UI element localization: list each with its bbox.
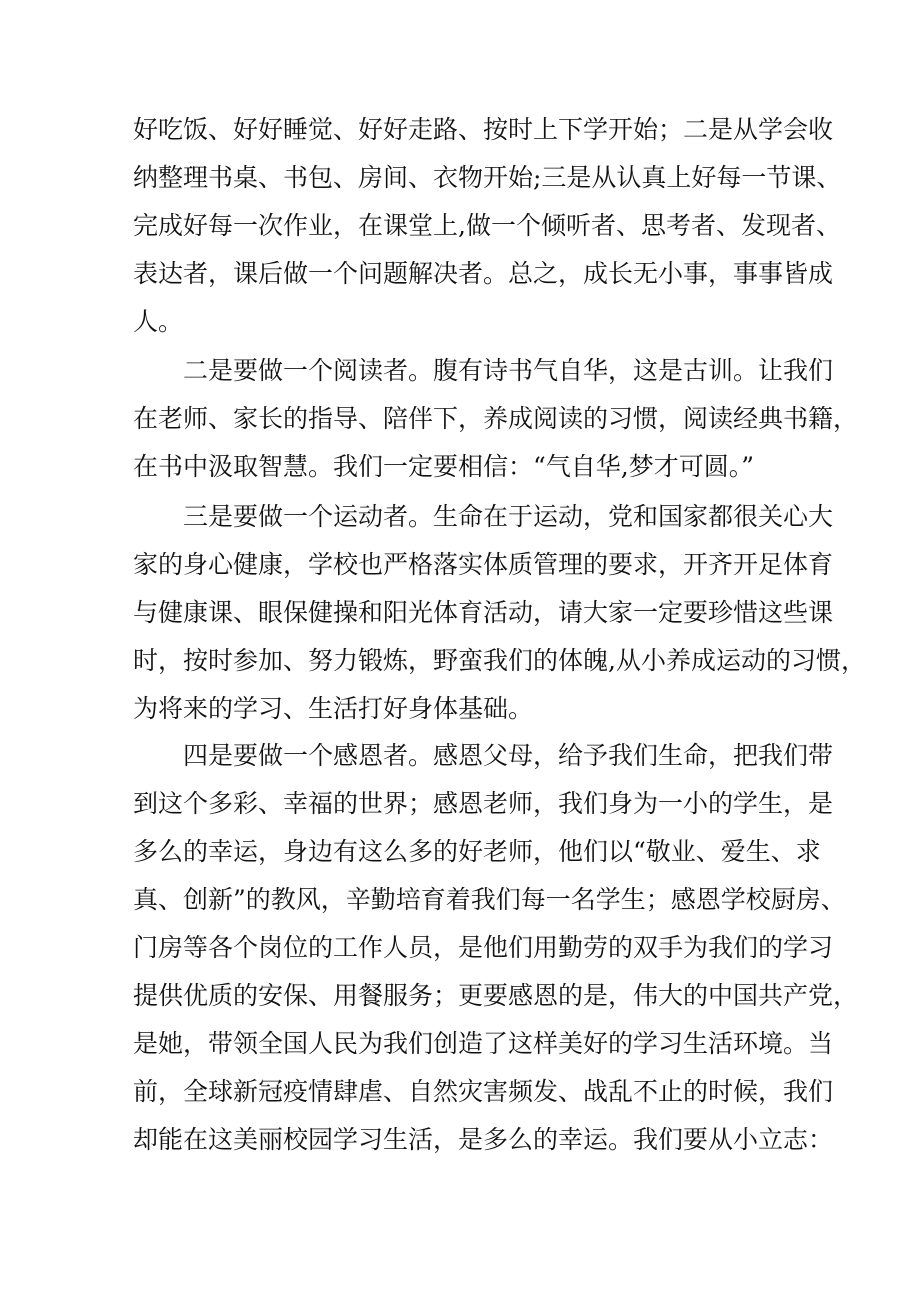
text-line: 在老师、家长的指导、陪伴下，养成阅读的习惯，阅读经典书籍， [133,404,859,433]
paragraph-exercise [133,493,866,733]
text-line: 人。 [133,307,184,336]
text-line: 为将来的学习、生活打好身体基础。 [133,694,534,723]
text-line: 却能在这美丽校园学习生活，是多么的幸运。我们要从小立志： [133,1125,834,1154]
text-line: 二是要做一个阅读者。腹有诗书气自华，这是古训。让我们 [183,356,834,385]
text-line: 与健康课、眼保健操和阳光体育活动，请大家一定要珍惜这些课 [133,598,834,627]
text-line: 时，按时参加、努力锻炼，野蛮我们的体魄,从小养成运动的习惯， [133,646,866,675]
text-line: 到这个多彩、幸福的世界；感恩老师，我们身为一小的学生，是 [133,789,834,818]
text-line: 多么的幸运，身边有这么多的好老师，他们以“敬业、爱生、求 [133,837,821,866]
text-line: 门房等各个岗位的工作人员，是他们用勤劳的双手为我们的学习 [133,933,834,962]
text-line: 前，全球新冠疫情肆虐、自然灾害频发、战乱不止的时候，我们 [133,1077,834,1106]
text-line: 完成好每一次作业，在课堂上,做一个倾听者、思考者、发现者、 [133,211,841,240]
text-line: 四是要做一个感恩者。感恩父母，给予我们生命，把我们带 [183,741,834,770]
text-line: 在书中汲取智慧。我们一定要相信：“气自华,梦才可圆。” [133,452,755,481]
text-line: 纳整理书桌、书包、房间、衣物开始;三是从认真上好每一节课、 [133,163,842,192]
text-line: 是她，带领全国人民为我们创造了这样美好的学习生活环境。当 [133,1029,834,1058]
paragraph-gratitude [133,732,859,1164]
text-line: 表达者，课后做一个问题解决者。总之，成长无小事，事事皆成 [133,259,834,288]
paragraph-continuation [133,106,842,346]
text-line: 提供优质的安保、用餐服务；更要感恩的是，伟大的中国共产党， [133,981,859,1010]
text-line: 三是要做一个运动者。生命在于运动，党和国家都很关心大 [183,502,834,531]
paragraph-reader [133,347,859,491]
text-line: 真、创新”的教风，辛勤培育着我们每一名学生；感恩学校厨房、 [133,885,846,914]
text-line: 家的身心健康，学校也严格落实体质管理的要求，开齐开足体育 [133,550,834,579]
text-line: 好吃饭、好好睡觉、好好走路、按时上下学开始；二是从学会收 [133,115,834,144]
